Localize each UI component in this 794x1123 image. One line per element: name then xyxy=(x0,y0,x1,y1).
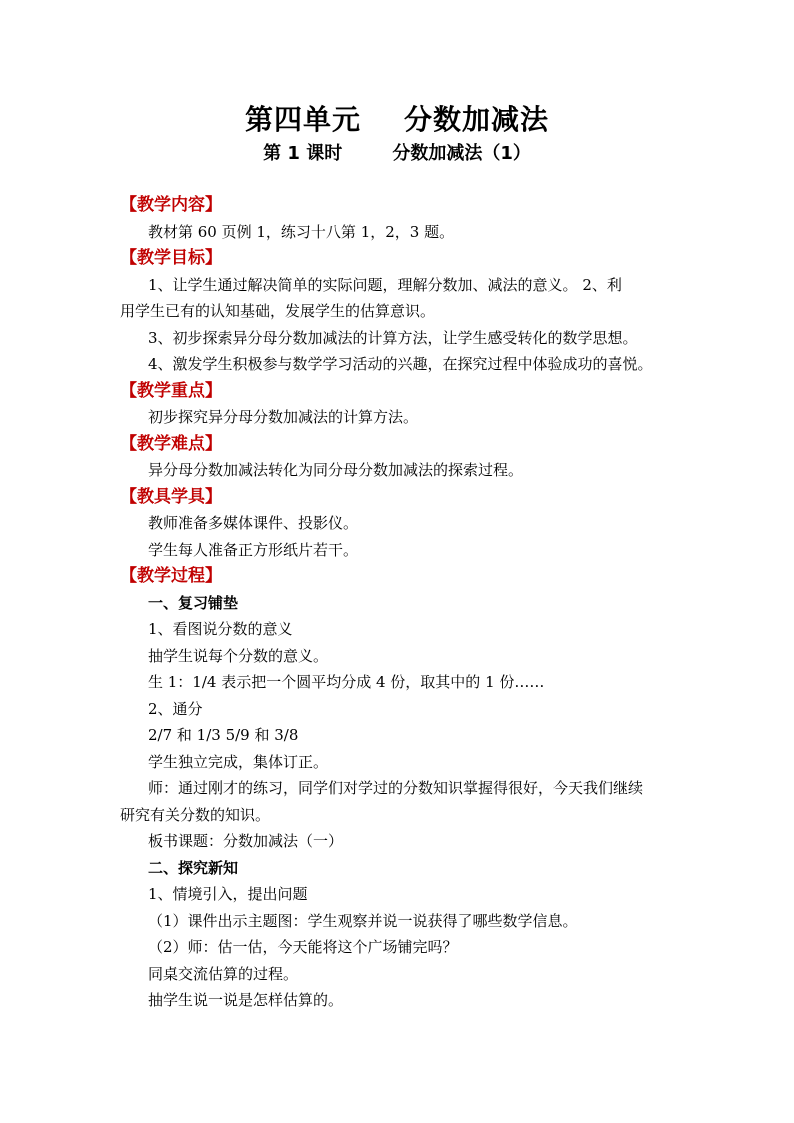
process-line: 抽学生说一说是怎样估算的。 xyxy=(148,991,344,1009)
goal-line-1: 1、让学生通过解决简单的实际问题，理解分数加、减法的意义。 2、利 xyxy=(148,275,622,294)
process-line: 抽学生说每个分数的意义。 xyxy=(148,646,329,665)
page-title: 第四单元 分数加减法 xyxy=(245,103,549,136)
process-part-1-title: 一、复习铺垫 xyxy=(148,593,239,612)
tools-line-teacher: 教师准备多媒体课件、投影仪。 xyxy=(148,514,359,532)
process-line: 2/7 和 1/3 5/9 和 3/8 xyxy=(148,726,299,744)
process-line: 板书课题：分数加减法（一） xyxy=(148,832,344,850)
key-points-text: 初步探究异分母分数加减法的计算方法。 xyxy=(148,408,419,426)
process-line: 学生独立完成，集体订正。 xyxy=(148,752,329,771)
heading-key-points: 【教学重点】 xyxy=(120,380,222,401)
teaching-content-text: 教材第 60 页例 1，练习十八第 1，2，3 题。 xyxy=(148,222,455,241)
heading-teaching-tools: 【教具学具】 xyxy=(120,486,222,507)
process-line: 1、看图说分数的意义 xyxy=(148,620,293,638)
heading-teaching-content: 【教学内容】 xyxy=(120,195,222,215)
lesson-subtitle: 第 1 课时 分数加减法（1） xyxy=(263,143,531,164)
process-line: 1、情境引入，提出问题 xyxy=(148,885,308,903)
heading-teaching-goals: 【教学目标】 xyxy=(120,248,222,268)
process-line: （1）课件出示主题图：学生观察并说一说获得了哪些数学信息。 xyxy=(148,911,578,930)
process-line: 2、通分 xyxy=(148,699,203,718)
goal-line-2: 用学生已有的认知基础，发展学生的估算意识。 xyxy=(120,302,436,320)
process-line: 生 1：1/4 表示把一个圆平均分成 4 份，取其中的 1 份…… xyxy=(148,673,545,691)
process-part-2-title: 二、探究新知 xyxy=(148,858,239,877)
tools-line-student: 学生每人准备正方形纸片若干。 xyxy=(148,540,359,559)
goal-line-3: 3、初步探索异分母分数加减法的计算方法，让学生感受转化的数学思想。 xyxy=(148,328,638,347)
heading-difficulties: 【教学难点】 xyxy=(120,433,222,454)
process-line: 同桌交流估算的过程。 xyxy=(148,964,299,983)
process-line: 师：通过刚才的练习，同学们对学过的分数知识掌握得很好，今天我们继续 xyxy=(148,779,644,797)
process-line: （2）师：估一估，今天能将这个广场铺完吗？ xyxy=(148,938,458,956)
process-line: 研究有关分数的知识。 xyxy=(120,805,271,824)
heading-teaching-process: 【教学过程】 xyxy=(120,566,222,586)
difficulties-text: 异分母分数加减法转化为同分母分数加减法的探索过程。 xyxy=(148,461,524,479)
lesson-content xyxy=(120,192,680,1014)
goal-line-4: 4、激发学生积极参与数学学习活动的兴趣，在探究过程中体验成功的喜悦。 xyxy=(148,355,653,373)
